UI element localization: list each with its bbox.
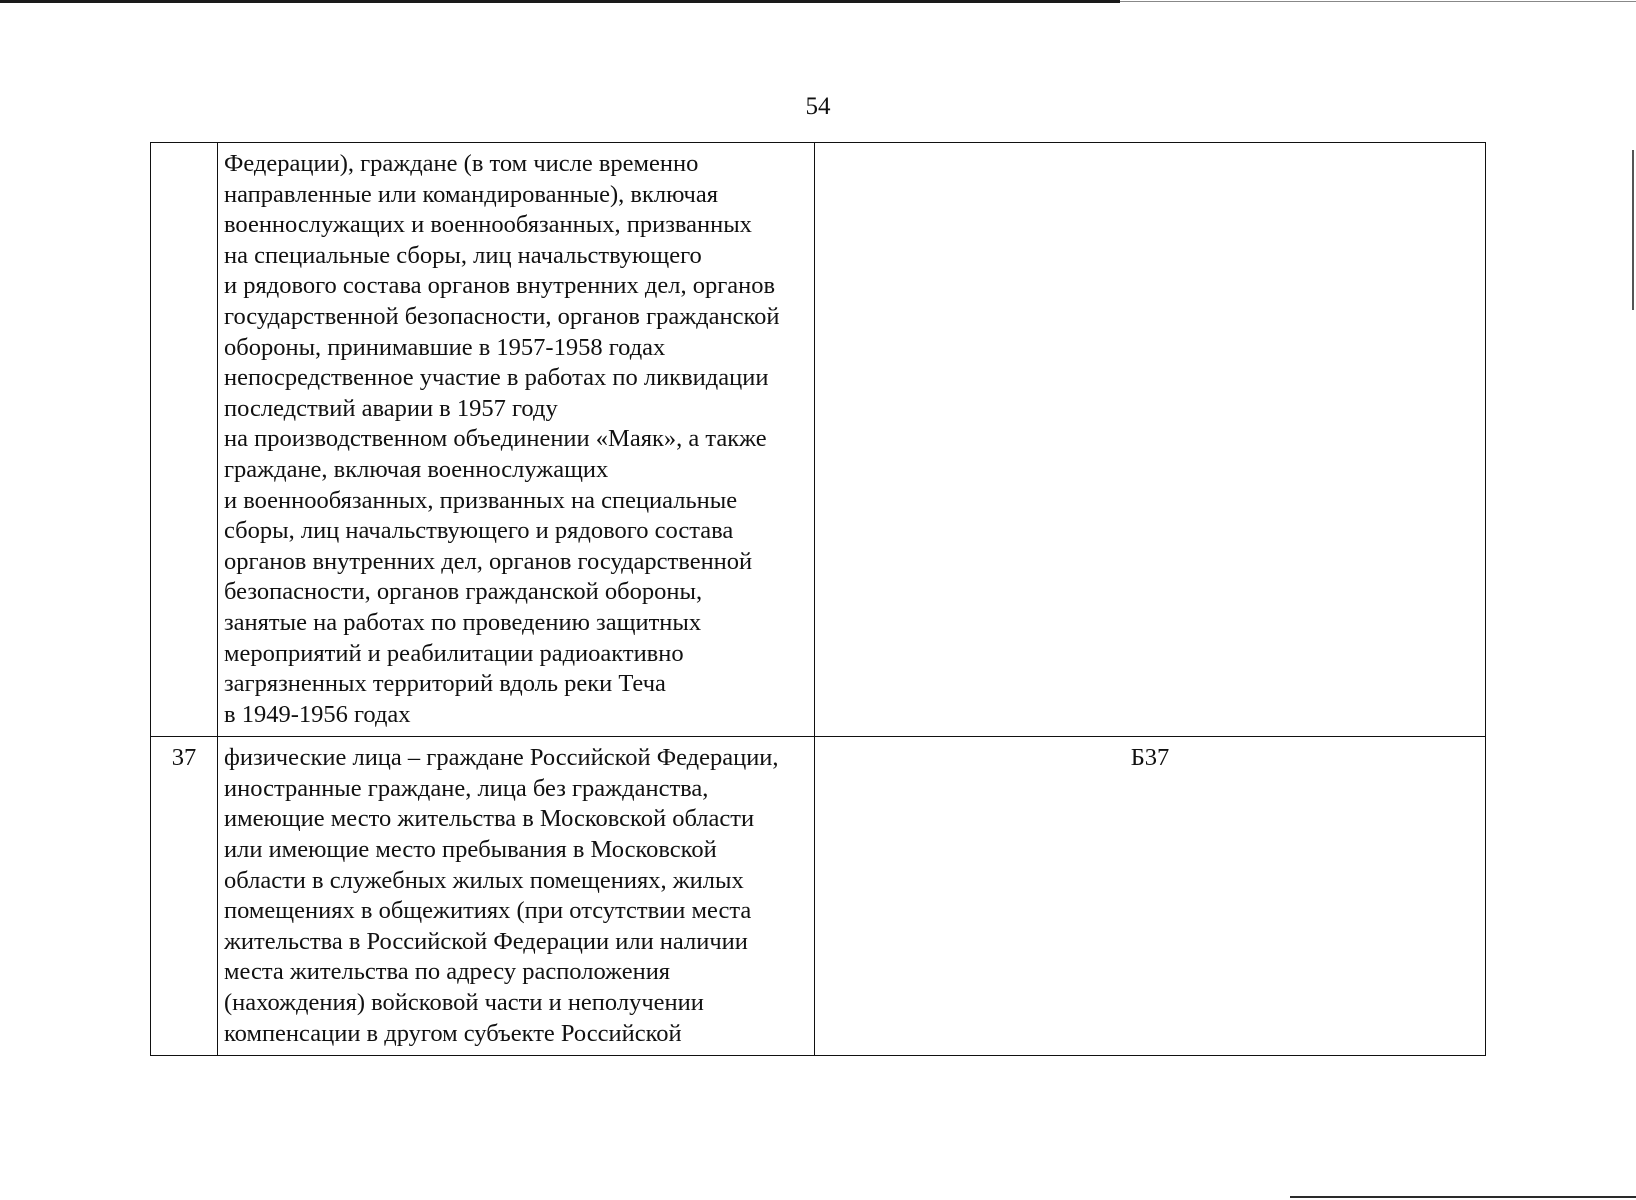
row-number-cell: 37 (151, 737, 218, 1056)
description-line: или имеющие место пребывания в Московской (224, 836, 717, 864)
scan-edge-bottom (1290, 1196, 1636, 1198)
code-cell (815, 143, 1486, 737)
description-line: в 1949-1956 годах (224, 700, 411, 728)
description-line: мероприятий и реабилитации радиоактивно (224, 639, 684, 667)
description-line: помещениях в общежитиях (при отсутствии места (224, 897, 752, 925)
description-cell (218, 143, 815, 737)
description-line: имеющие место жительства в Московской области (224, 805, 755, 833)
description-line: обороны, принимавшие в 1957-1958 годах (224, 333, 666, 361)
scan-edge-right (1632, 150, 1634, 310)
page-number: 54 (805, 93, 831, 120)
description-line: последствий аварии в 1957 году (224, 394, 558, 422)
code-cell: Б37 (815, 737, 1486, 1056)
description-line: иностранные граждане, лица без гражданства, (224, 774, 709, 802)
description-line: компенсации в другом субъекте Российской (224, 1019, 682, 1047)
description-line: военнослужащих и военнообязанных, призванных (224, 211, 752, 239)
description-line: органов внутренних дел, органов государственной (224, 547, 753, 575)
description-line: сборы, лиц начальствующего и рядового состава (224, 517, 734, 545)
description-line: граждане, включая военнослужащих (224, 455, 609, 483)
description-line: и военнообязанных, призванных на специальные (224, 486, 738, 514)
description-line: направленные или командированные), включая (224, 180, 718, 208)
scan-edge-top-faint (1120, 1, 1636, 2)
description-line: занятые на работах по проведению защитных (224, 608, 702, 636)
description-line: государственной безопасности, органов гражданской (224, 302, 780, 330)
scan-edge-top (0, 0, 1120, 3)
description-line: и рядового состава органов внутренних дел, органов (224, 272, 776, 300)
description-line: Федерации), граждане (в том числе временно (224, 150, 699, 177)
table-row (151, 143, 1486, 737)
description-line: жительства в Российской Федерации или наличии (224, 927, 748, 955)
description-line: на производственном объединении «Маяк», а также (224, 425, 767, 453)
description-line: на специальные сборы, лиц начальствующего (224, 241, 702, 269)
document-table (150, 142, 1486, 1056)
description-cell (218, 737, 815, 1056)
description-line: (нахождения) войсковой части и неполучении (224, 989, 704, 1017)
row-number-cell (151, 143, 218, 737)
description-line: загрязненных территорий вдоль реки Теча (224, 670, 666, 698)
description-line: физические лица – граждане Российской Федерации, (224, 744, 779, 772)
description-line: области в служебных жилых помещениях, жилых (224, 866, 744, 894)
table-row (151, 737, 1486, 1056)
description-line: места жительства по адресу расположения (224, 958, 671, 986)
description-line: безопасности, органов гражданской обороны, (224, 578, 703, 606)
description-line: непосредственное участие в работах по ликвидации (224, 364, 769, 392)
